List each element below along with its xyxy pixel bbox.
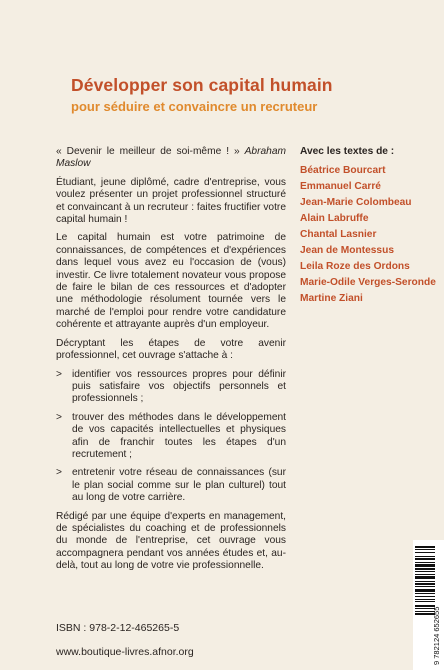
barcode-bar xyxy=(415,568,435,570)
bullet-marker: > xyxy=(56,368,62,380)
author-name: Marie-Odile Verges-Seronde xyxy=(300,277,436,288)
barcode-bar xyxy=(415,558,435,560)
author-name: Alain Labruffe xyxy=(300,213,369,224)
barcode-bar xyxy=(415,564,435,567)
author-name: Béatrice Bourcart xyxy=(300,165,386,176)
bullet-marker: > xyxy=(56,411,62,423)
barcode-bar xyxy=(415,552,435,553)
author-name: Chantal Lasnier xyxy=(300,229,377,240)
barcode-bar xyxy=(415,546,435,548)
author-name: Jean-Marie Colombeau xyxy=(300,197,412,208)
authors-list xyxy=(300,163,440,307)
barcode-bar xyxy=(415,593,435,594)
isbn: ISBN : 978-2-12-465265-5 xyxy=(56,622,180,634)
barcode-bar xyxy=(415,596,435,597)
paragraph-etapes: Décryptant les étapes de votre avenir professionnel, cet ouvrage s'attache à : xyxy=(56,337,286,362)
author-name: Jean de Montessus xyxy=(300,245,394,256)
paragraph-capital-humain: Le capital humain est votre patrimoine de connaissances, de compétences et d'expériences dans lequel vous avez eu l'occasion de (vous) investir. Ce livre totalement novateur vous propose de faire le bilan de ces ressources et d'adopter une méthodologie résolument tournée vers le marché de l'emploi pour rendre votre candidature cohérente et attrayante auprès d'un employeur. xyxy=(56,232,286,331)
barcode-bars xyxy=(413,540,444,670)
barcode-bar xyxy=(415,599,435,600)
bullet-item xyxy=(56,369,286,406)
book-title: Développer son capital humain xyxy=(71,75,333,95)
paragraph-redige: Rédigé par une équipe d'experts en management, de spécialistes du coaching et de professionnels du monde de l'entreprise, cet ouvrage vous accompagnera pendant vos années études et, au-delà, tout au long de votre vie professionnelle. xyxy=(56,510,286,572)
barcode-bar xyxy=(415,556,435,557)
publisher-website: www.boutique-livres.afnor.org xyxy=(56,646,194,658)
barcode-bar xyxy=(415,549,435,550)
epigraph-quote: « Devenir le meilleur de soi-même ! » xyxy=(56,146,240,157)
bullet-text: trouver des méthodes dans le développement de vos capacités intellectuelles et physiques afin de franchir toutes les étapes d'un recrutement ; xyxy=(72,411,286,460)
bullet-list xyxy=(56,369,286,505)
barcode-bar xyxy=(415,601,435,602)
bullet-text: entretenir votre réseau de connaissances (sur le plan social comme sur le plan culturel) tout au long de votre carrière. xyxy=(72,467,286,504)
authors-heading: Avec les textes de : xyxy=(300,146,395,157)
barcode-bar xyxy=(415,586,435,587)
epigraph-author: Abraham Maslow xyxy=(56,146,286,170)
barcode-bar xyxy=(415,576,435,579)
barcode-bar xyxy=(415,574,435,575)
bullet-item xyxy=(56,412,286,462)
barcode xyxy=(413,540,444,670)
barcode-bar xyxy=(415,562,435,563)
authors-block xyxy=(300,146,440,307)
back-cover-description xyxy=(56,146,286,579)
paragraph-intro: Étudiant, jeune diplômé, cadre d'entreprise, vous voulez présenter un projet professionnel structuré et convaincant à un recruteur : faites fructifier votre capital humain ! xyxy=(56,176,286,226)
bullet-text: identifier vos ressources propres pour définir puis satisfaire vos objectifs personnels et professionnels ; xyxy=(72,368,286,405)
barcode-bar xyxy=(415,583,435,585)
book-subtitle: pour séduire et convaincre un recruteur xyxy=(71,99,318,114)
barcode-bar xyxy=(415,581,435,582)
barcode-bar xyxy=(415,589,435,592)
bullet-marker: > xyxy=(56,467,62,479)
barcode-bar xyxy=(415,571,435,572)
author-name: Martine Ziani xyxy=(300,293,363,304)
bullet-item xyxy=(56,467,286,504)
author-name: Emmanuel Carré xyxy=(300,181,381,192)
epigraph xyxy=(56,146,286,171)
author-name: Leila Roze des Ordons xyxy=(300,261,410,272)
barcode-number: 9 782124 652655 xyxy=(432,606,441,665)
